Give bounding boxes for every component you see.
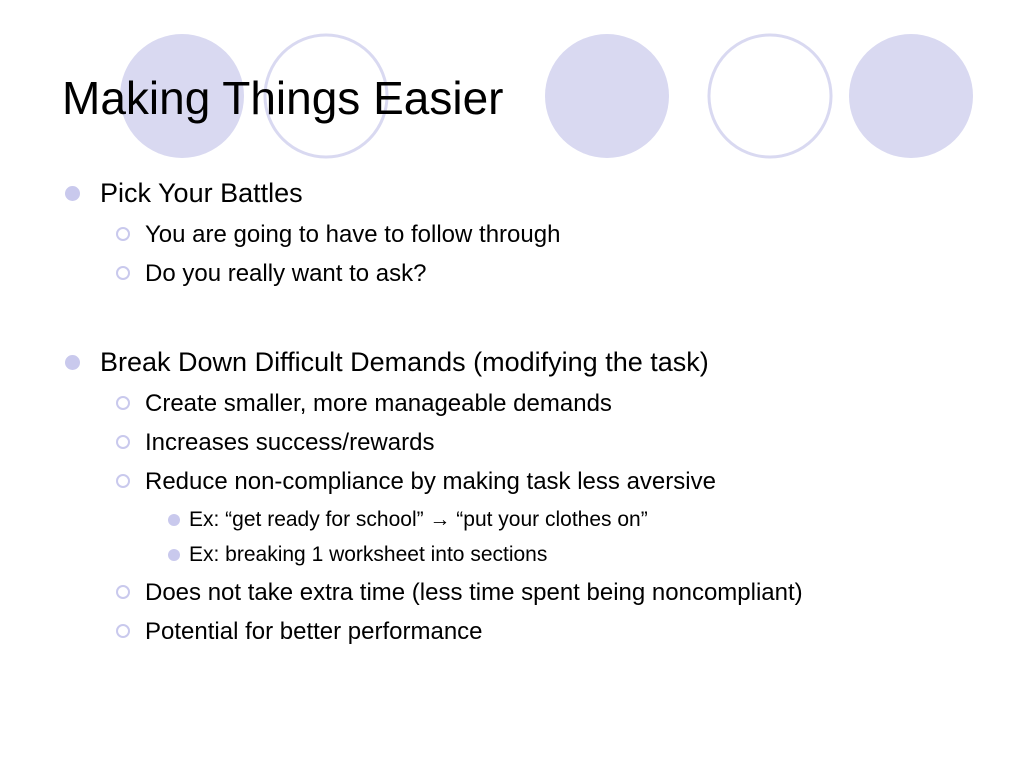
ring-bullet-icon (116, 585, 130, 599)
sub-bullet-text: Reduce non-compliance by making task less aversive (145, 468, 716, 495)
sub-sub-bullet-text: Ex: breaking 1 worksheet into sections (189, 543, 548, 566)
ring-bullet-icon (116, 396, 130, 410)
sub-bullet-text: You are going to have to follow through (145, 221, 561, 248)
sub-bullet-text: Increases success/rewards (145, 429, 435, 456)
sub-bullet-text: Do you really want to ask? (145, 260, 427, 287)
sub-bullet-text: Potential for better performance (145, 618, 483, 645)
ring-bullet-icon (116, 227, 130, 241)
sub-bullet-text: Does not take extra time (less time spent being noncompliant) (145, 579, 803, 606)
ring-bullet-icon (116, 435, 130, 449)
small-bullet-icon (168, 549, 180, 561)
bullet-text: Break Down Difficult Demands (modifying the task) (100, 347, 709, 377)
sub-sub-bullet-text: Ex: “get ready for school” → “put your clothes on” (189, 508, 648, 531)
ring-bullet-icon (116, 624, 130, 638)
bullet-text: Pick Your Battles (100, 178, 303, 208)
ring-bullet-icon (116, 474, 130, 488)
small-bullet-icon (168, 514, 180, 526)
sub-bullet-text: Create smaller, more manageable demands (145, 390, 612, 417)
filled-bullet-icon (65, 355, 80, 370)
filled-bullet-icon (65, 186, 80, 201)
slide-title: Making Things Easier (62, 72, 504, 124)
ring-bullet-icon (116, 266, 130, 280)
